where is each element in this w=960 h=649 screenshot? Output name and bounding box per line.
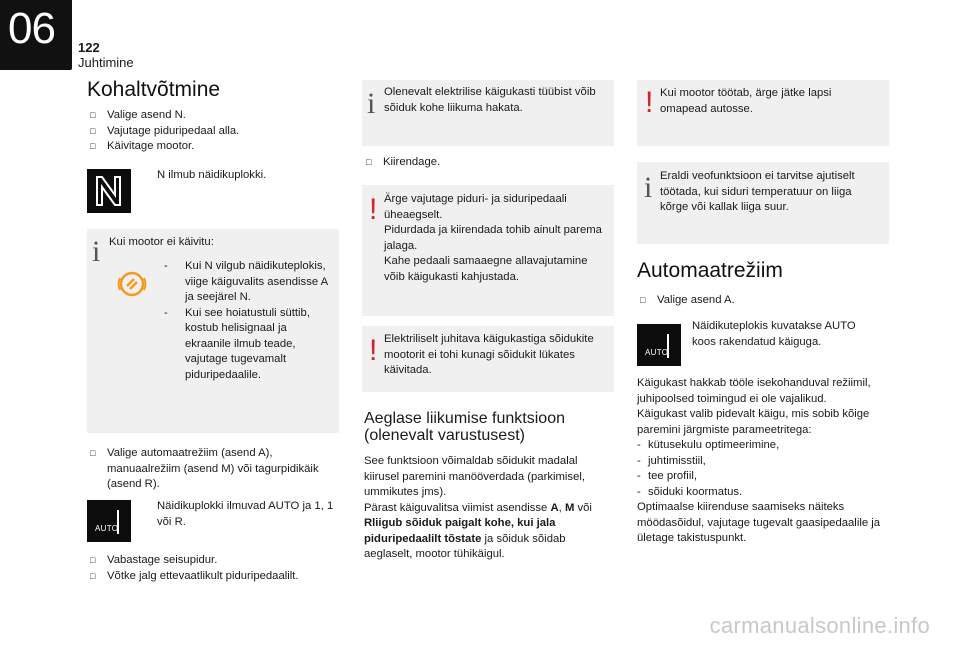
info-box-movement — [362, 80, 614, 146]
text-run: Rliigub sõiduk paigalt kohe, kui jala piduripedaalilt tõstate — [364, 517, 556, 545]
title-slow-movement: Aeglase liikumise funktsioon (olenevalt varustusest) — [364, 410, 565, 444]
warning-box-push-start — [362, 326, 614, 392]
param-item: - sõiduki koormatus. — [637, 485, 889, 501]
slow-movement-text — [364, 454, 612, 563]
info-item: - Kui N vilgub näidikuteplokis, viige käiguvalits asendisse A ja seejärel N. — [164, 259, 329, 306]
brake-warning-icon — [117, 269, 147, 299]
step: □ Käivitage mootor. — [90, 139, 340, 155]
info-icon: i — [644, 171, 653, 204]
auto-caption: Näidikuplokki ilmuvad AUTO ja 1, 1 või R. — [157, 500, 334, 528]
warning-text: Elektriliselt juhitava käigukastiga sõidukite mootorit ei tohi kunagi sõidukit lükates käivitada. — [384, 333, 594, 376]
param-item: - kütusekulu optimeerimine, — [637, 438, 889, 454]
warning-icon: ! — [369, 334, 378, 367]
param-item: - tee profiil, — [637, 469, 889, 485]
warning-box-children — [637, 80, 889, 146]
warning-text: Kui mootor töötab, ärge jätke lapsi omapead autosse. — [660, 87, 832, 115]
auto-caption: Näidikuteplokis kuvatakse AUTO koos rakendatud käiguga. — [692, 320, 856, 348]
chapter-tab — [0, 0, 72, 70]
paragraph: See funktsioon võimaldab sõidukit madalal kiirusel paremini manööverdada (parkimisel, ummikutes jms). — [364, 455, 586, 498]
info-list — [164, 259, 329, 383]
watermark: carmanualsonline.info — [709, 613, 930, 638]
warning-icon: ! — [369, 193, 378, 226]
auto-label: AUTO — [95, 524, 119, 533]
auto-select-step — [640, 293, 735, 309]
gear-bar-icon — [117, 510, 123, 534]
start-steps — [90, 108, 340, 155]
auto-display-icon — [87, 500, 131, 542]
section-name: Juhtimine — [78, 55, 134, 70]
chapter-number: 06 — [8, 4, 55, 53]
n-caption: N ilmub näidikuplokki. — [157, 169, 267, 181]
gear-bar-icon — [667, 334, 673, 358]
info-note: Olenevalt elektrilise käigukasti tüübist võib sõiduk kohe liikuma hakata. — [384, 86, 596, 114]
warning-line: Pidurdada ja kiirendada tohib ainult parema jalaga. — [384, 224, 602, 252]
info-icon: i — [367, 87, 376, 120]
info-box-clutch — [637, 162, 889, 244]
text-run: või — [577, 501, 592, 514]
warning-box-pedals — [362, 185, 614, 316]
step: □ Kiirendage. — [366, 155, 440, 171]
text-run: M — [564, 501, 575, 514]
step: □ Valige asend A. — [640, 293, 735, 309]
step: □ Vajutage piduripedaal alla. — [90, 124, 340, 140]
param-item: - juhtimisstiil, — [637, 454, 889, 470]
auto-display-icon — [637, 324, 681, 366]
step: □ Valige asend N. — [90, 108, 340, 124]
info-icon: i — [92, 235, 101, 268]
final-steps — [90, 553, 330, 584]
n-gear-display-icon — [87, 169, 131, 213]
info-title: Kui mootor ei käivitu: — [109, 236, 214, 248]
warning-line: Ärge vajutage piduri- ja siduripedaali üheaegselt. — [384, 193, 567, 221]
text-run: ja sõiduk sõidab aeglaselt, mootor tühikäigul. — [364, 532, 566, 560]
step: □ Vabastage seisupidur. — [90, 553, 330, 569]
text-run: A — [550, 501, 559, 514]
warning-text — [384, 192, 608, 285]
paragraph: Pärast käiguvalitsa viimist asendisse A, M või Rliigub sõiduk paigalt kohe, kui jala piduripedaalilt tõstate ja sõiduk sõidab aeglaselt, mootor tühikäigul. — [364, 501, 592, 560]
auto-label: AUTO — [645, 348, 669, 357]
page-number: 122 — [78, 40, 100, 55]
paragraph: Optimaalse kiirenduse saamiseks näiteks möödasõidul, vajutage tugevalt gaasipedaalile ja ületage takistuspunkt. — [637, 501, 881, 544]
step: □ Võtke jalg ettevaatlikult piduripedaalilt. — [90, 569, 330, 585]
step: □ Valige automaatrežiim (asend A), manuaalrežiim (asend M) või tagurpidikäik (asend R). — [90, 446, 330, 493]
title-automaatrezhiim: Automaatrežiim — [637, 259, 783, 282]
title-kohaltvotmine: Kohaltvõtmine — [87, 78, 221, 101]
auto-step — [90, 446, 330, 493]
paragraph: Käigukast hakkab tööle isekohanduval režiimil, juhipoolsed toimingud ei ole vajalikud. — [637, 377, 871, 405]
accelerate-step — [366, 155, 440, 171]
warning-icon: ! — [645, 86, 654, 119]
info-text: Eraldi veofunktsioon ei tarvitse ajutiselt töötada, kui siduri temperatuur on liiga kõrge või kallak liiga suur. — [660, 170, 855, 213]
text-run: Pärast käiguvalitsa viimist asendisse — [364, 501, 548, 514]
warning-line: Kahe pedaali samaaegne allavajutamine võib käigukasti kahjustada. — [384, 255, 588, 283]
automatic-mode-text — [637, 376, 889, 547]
info-box-engine — [87, 229, 339, 433]
info-item: - Kui see hoiatustuli süttib, kostub helisignaal ja ekraanile ilmub teade, vajutage tugevamalt piduripedaalile. — [164, 306, 329, 384]
paragraph: Käigukast valib pidevalt käigu, mis sobib kõige paremini järgmiste parameetritega: — [637, 408, 870, 436]
